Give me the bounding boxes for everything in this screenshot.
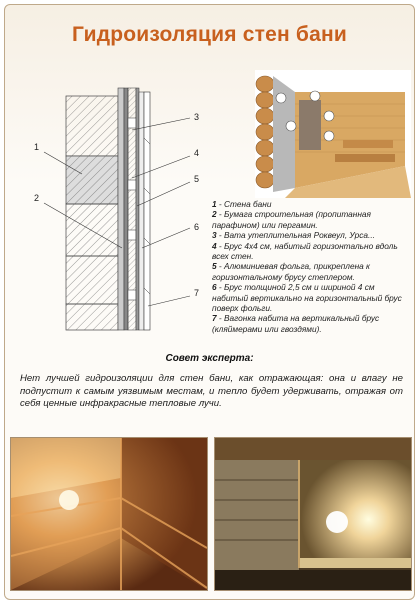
legend-item: 2 - Бумага строительная (пропитанная парафином) или пергамин. [212,209,371,230]
log-wall-foil-photo [214,437,412,591]
page-title: Гидроизоляция стен бани [72,23,347,46]
advice-text: Нет лучшей гидроизоляции для стен бани, как отражающая: она и влагу не подпустит к самым уязвимым местам, и тепло будет удерживать, отражая от себя ценные инфракрасные тепловые лучи. [20,373,403,410]
brick-wall [66,88,124,330]
legend-item: 1 - Стена бани [212,199,272,209]
legend [212,199,412,334]
legend-item: 3 - Вата утеплительная Роквеул, Урса... [212,230,375,241]
lining-boards [144,92,150,330]
foil-layer [136,88,139,330]
callout-7: 7 [194,288,200,298]
advice-title: Совет эксперта: [165,353,254,364]
paper-layer [124,88,128,330]
legend-item: 6 - Брус толщиной 2,5 см и шириной 4 см набитый вертикально на горизонтальный брус поверх фольги. [212,282,402,314]
legend-item: 5 - Алюминиевая фольга, прикреплена к горизонтальному брусу степлером. [212,261,370,282]
legend-item: 4 - Брус 4х4 см, набитый горизонтально вдоль всех стен. [212,240,398,262]
callout-5: 5 [194,174,200,184]
callout-6: 6 [194,222,200,232]
callout-4: 4 [194,148,200,158]
callout-2: 2 [34,193,40,203]
foil-room-photo [10,437,208,591]
sauna-cutaway-illustration [255,70,411,198]
callout-1: 1 [34,142,40,152]
callout-3: 3 [194,112,200,122]
legend-item: 7 - Вагонка набита на вертикальный брус (кляймерами или гвоздями). [212,313,380,334]
wall-section-diagram [22,78,222,348]
insulation-layer [128,88,136,330]
